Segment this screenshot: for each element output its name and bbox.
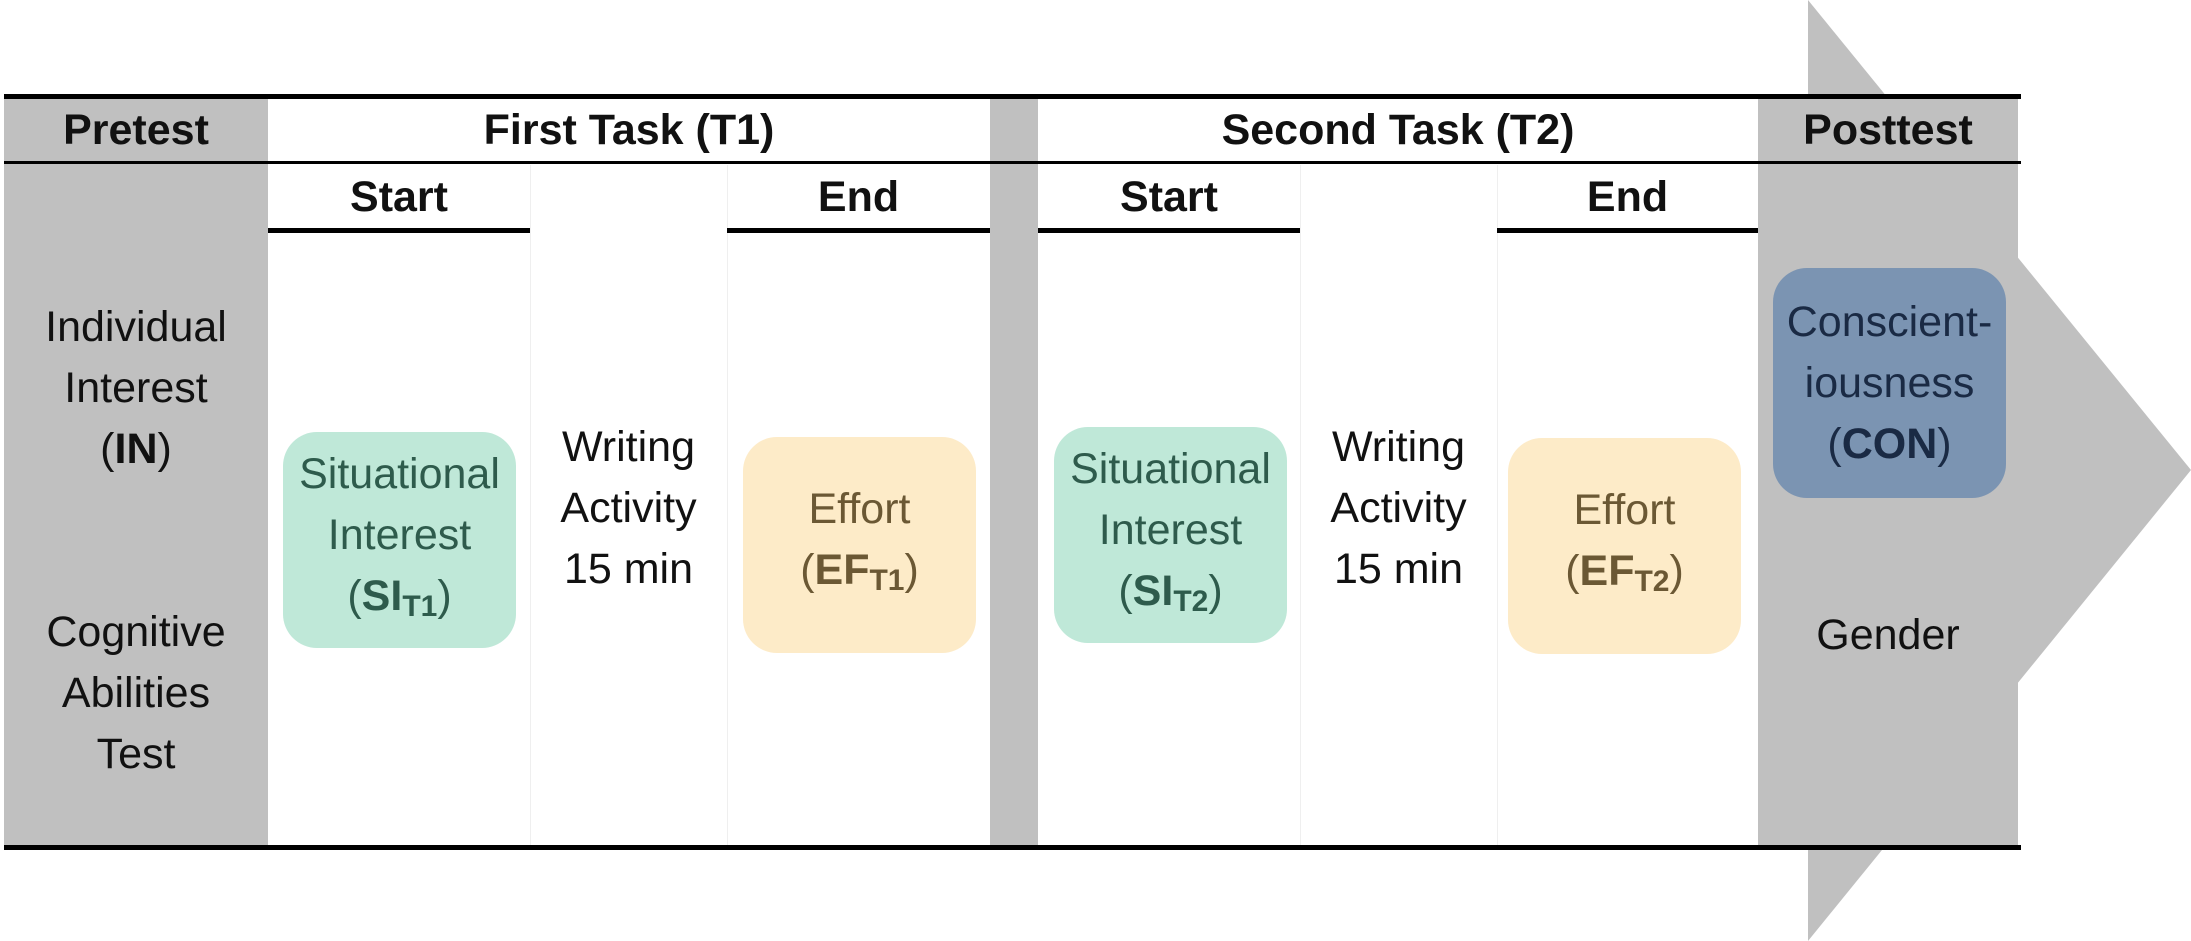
- effort-t2-box: Effort $(EF_{T2})$: [1508, 438, 1741, 654]
- t2-start-rule: [1038, 228, 1300, 233]
- t1-end-label: End: [817, 172, 900, 221]
- cognitive-abilities-label: Cognitive Abilities Test: [46, 608, 226, 778]
- situational-interest-t1-box: Situational Interest $(SI_{T1})$: [283, 432, 516, 648]
- con-abbreviation: CON: [1841, 419, 1938, 468]
- gender-label: Gender: [1816, 611, 1960, 659]
- pretest-header: Pretest: [63, 105, 209, 154]
- t2-start-label: Start: [1120, 172, 1218, 221]
- si-t1-abbreviation: SI: [361, 571, 403, 620]
- effort-t1-box: Effort $(EF_{T1})$: [743, 437, 976, 653]
- conscientiousness-box: Conscient- iousness (CON): [1773, 268, 2006, 498]
- t1-end-separator: [727, 165, 728, 847]
- situational-interest-t2-box: Situational Interest $(SI_{T2})$: [1054, 427, 1287, 643]
- posttest-header: Posttest: [1803, 105, 1973, 154]
- ef-t2-abbreviation: EF: [1579, 547, 1635, 595]
- t2-end-separator: [1497, 165, 1498, 847]
- t2-end-label: End: [1586, 172, 1669, 221]
- task-gap-column: [990, 98, 1038, 847]
- writing-activity-t1-label: Writing Activity 15 min: [560, 423, 697, 593]
- t2-end-rule: [1497, 228, 1758, 233]
- ef-t1-abbreviation: EF: [814, 546, 870, 594]
- bottom-rule: [4, 845, 2021, 850]
- t1-start-label: Start: [350, 172, 448, 221]
- first-task-header: First Task (T1): [483, 105, 775, 154]
- individual-interest-label: Individual Interest (IN): [45, 303, 227, 473]
- si-t2-abbreviation: SI: [1132, 566, 1174, 615]
- writing-activity-t2-label: Writing Activity 15 min: [1330, 423, 1467, 593]
- t1-start-rule: [268, 228, 530, 233]
- header-rule: [4, 161, 2021, 164]
- t1-end-rule: [727, 228, 990, 233]
- in-abbreviation: IN: [114, 425, 158, 473]
- second-task-header: Second Task (T2): [1221, 105, 1575, 154]
